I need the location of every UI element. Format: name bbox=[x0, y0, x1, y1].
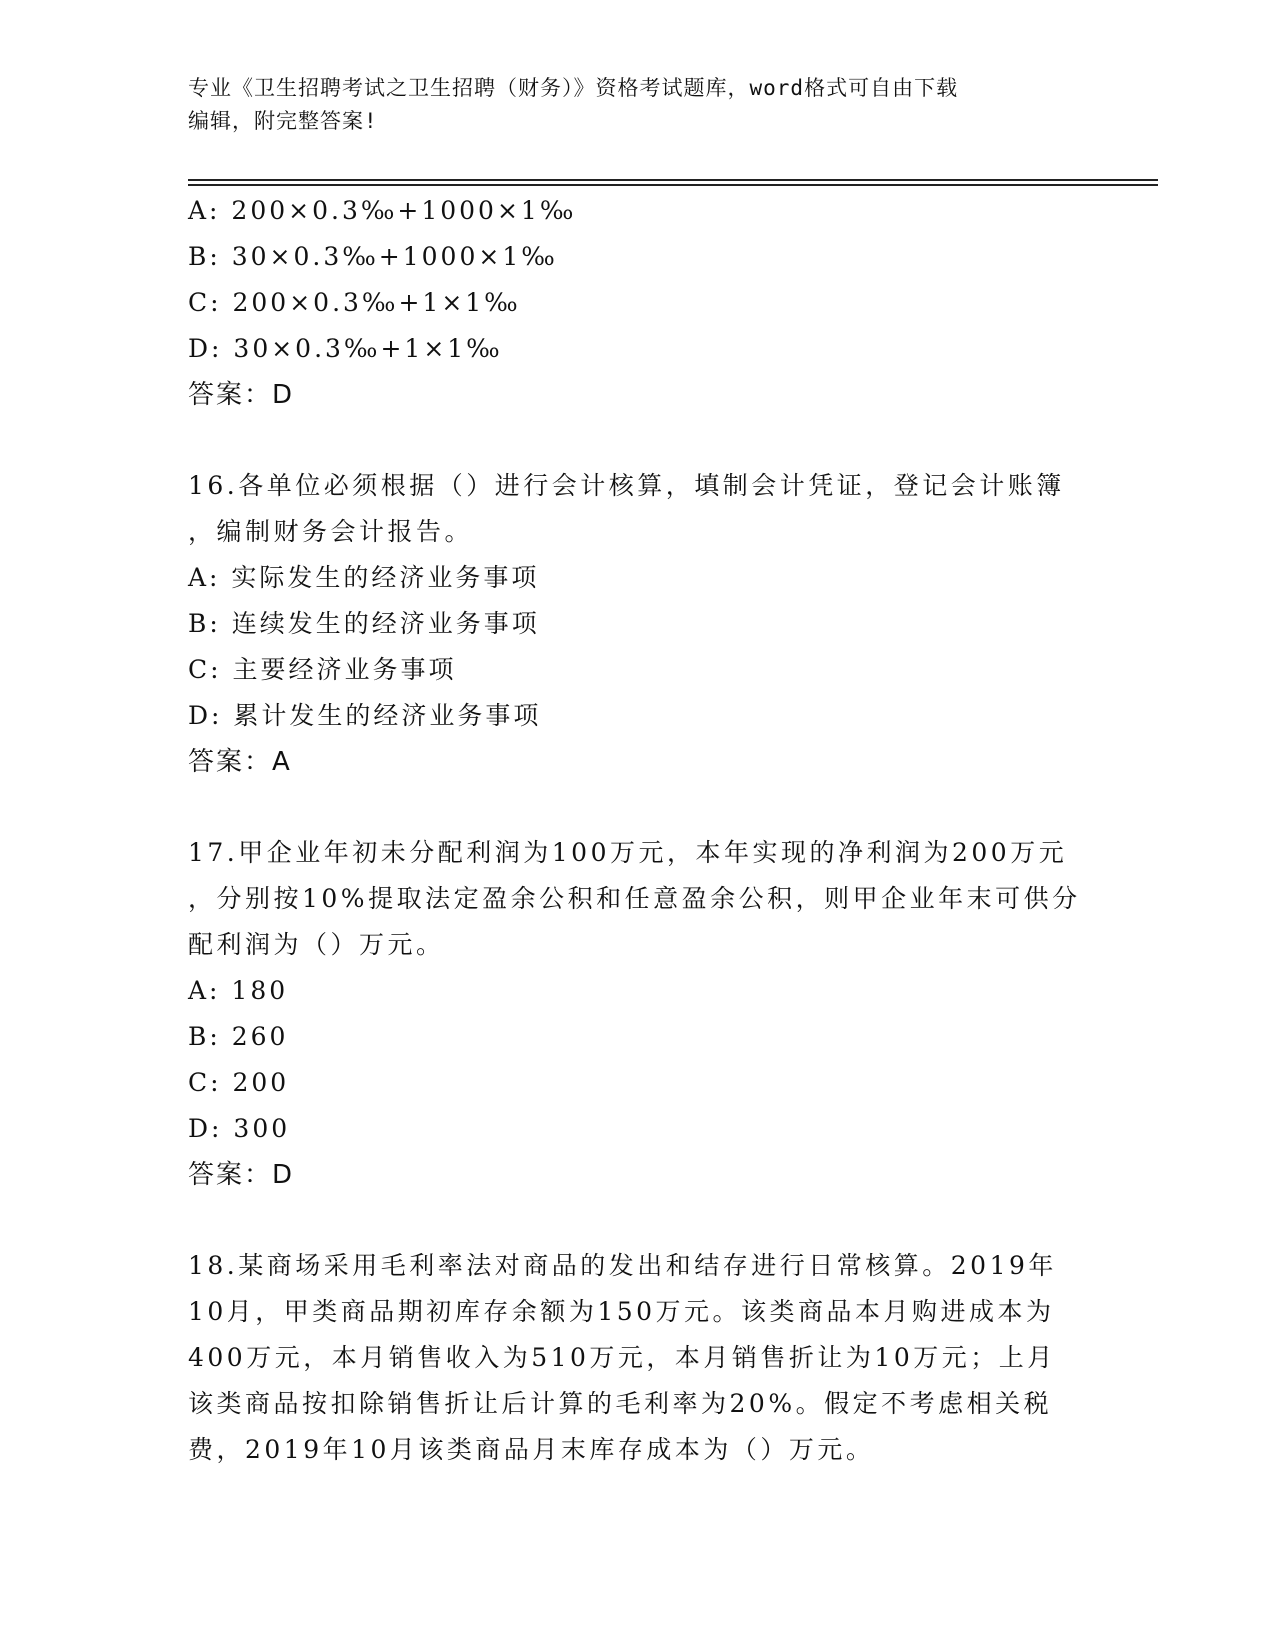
option-d: D: 累计发生的经济业务事项 bbox=[188, 701, 542, 730]
document-header bbox=[188, 72, 1108, 138]
option-a: A: 200×0.3‰+1000×1‰ bbox=[188, 196, 577, 225]
option-a: A: 180 bbox=[188, 976, 289, 1005]
question-text-line: 16.各单位必须根据（）进行会计核算，填制会计凭证，登记会计账簿 bbox=[188, 471, 1065, 500]
question-text-line: ，分别按10%提取法定盈余公积和任意盈余公积，则甲企业年末可供分 bbox=[188, 884, 1081, 913]
question-text-line: 17.甲企业年初未分配利润为100万元，本年实现的净利润为200万元 bbox=[188, 838, 1068, 867]
question-text-line: 10月，甲类商品期初库存余额为150万元。该类商品本月购进成本为 bbox=[188, 1297, 1055, 1326]
question-16 bbox=[188, 463, 1088, 785]
question-text-line: 该类商品按扣除销售折让后计算的毛利率为20%。假定不考虑相关税 bbox=[188, 1389, 1053, 1418]
answer: 答案：A bbox=[188, 747, 292, 777]
question-17 bbox=[188, 830, 1088, 1198]
option-b: B: 30×0.3‰+1000×1‰ bbox=[188, 242, 558, 271]
option-d: D: 300 bbox=[188, 1114, 291, 1143]
answer: 答案：D bbox=[188, 380, 295, 410]
option-c: C: 主要经济业务事项 bbox=[188, 655, 457, 684]
header-line-1: 专业《卫生招聘考试之卫生招聘（财务）》资格考试题库，word格式可自由下载 bbox=[188, 76, 959, 100]
question-content bbox=[188, 188, 1088, 1473]
option-c: C: 200 bbox=[188, 1068, 290, 1097]
question-text-line: 18.某商场采用毛利率法对商品的发出和结存进行日常核算。2019年 bbox=[188, 1251, 1057, 1280]
question-text-line: 400万元，本月销售收入为510万元，本月销售折让为10万元；上月 bbox=[188, 1343, 1056, 1372]
option-a: A: 实际发生的经济业务事项 bbox=[188, 563, 540, 592]
header-rule-bottom bbox=[188, 184, 1158, 186]
header-rule-top bbox=[188, 179, 1158, 181]
option-b: B: 260 bbox=[188, 1022, 289, 1051]
option-b: B: 连续发生的经济业务事项 bbox=[188, 609, 540, 638]
spacer bbox=[188, 418, 1088, 463]
option-d: D: 30×0.3‰+1×1‰ bbox=[188, 334, 503, 363]
header-line-2: 编辑，附完整答案! bbox=[188, 109, 378, 133]
question-text-line: 费，2019年10月该类商品月末库存成本为（）万元。 bbox=[188, 1435, 875, 1464]
spacer bbox=[188, 1198, 1088, 1243]
option-c: C: 200×0.3‰+1×1‰ bbox=[188, 288, 521, 317]
answer: 答案：D bbox=[188, 1160, 295, 1190]
question-text-line: 配利润为（）万元。 bbox=[188, 930, 445, 959]
spacer bbox=[188, 785, 1088, 830]
question-text-line: ，编制财务会计报告。 bbox=[188, 517, 474, 546]
question-18 bbox=[188, 1243, 1088, 1473]
question-15 bbox=[188, 188, 1088, 418]
